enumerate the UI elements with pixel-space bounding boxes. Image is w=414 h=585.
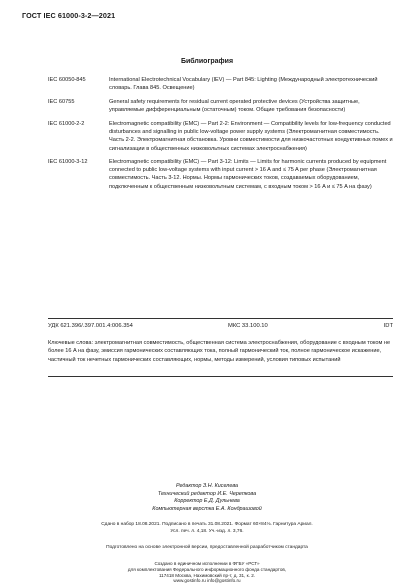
bibliography-entry-code: IEC 61000-2-2 bbox=[48, 121, 85, 127]
bibliography-entry bbox=[48, 76, 393, 94]
credit-proofreader: Корректор Е.Д. Дульнева bbox=[174, 498, 240, 505]
classification-row bbox=[48, 323, 393, 332]
print-info bbox=[0, 521, 414, 535]
bibliography-entry-code: IEC 60755 bbox=[48, 99, 75, 105]
credit-technical-editor: Технический редактор И.Е. Черепкова bbox=[157, 490, 257, 497]
bibliography-title: Библиография bbox=[180, 58, 234, 65]
bibliography-entry bbox=[48, 98, 393, 116]
idt-marker: IDT bbox=[383, 323, 393, 329]
print-info-line: Усл. печ. л. 4,18. Уч.-изд. л. 3,76. bbox=[170, 529, 244, 534]
publisher-line: 117418 Москва, Нахимовский пр-т, д. 31, к. 2. bbox=[158, 572, 256, 578]
bibliography-entry-text: General safety requirements for residual current operated protective devices (Устройства защитные, управляемые дифференциальным (остаточным) током. Общие требования безопасности) bbox=[109, 99, 360, 114]
bibliography-entry-text: International Electrotechnical Vocabulary (IEV) — Part 845: Lighting (Международный электротехнический словарь. Глава 845. Освещение) bbox=[109, 77, 378, 92]
source-note: Подготовлено на основе электронной версии, предоставленной разработчиком стандарта bbox=[106, 545, 308, 550]
document-id: ГОСТ IEC 61000-3-2—2021 bbox=[22, 11, 116, 20]
credit-editor: Редактор З.Н. Киселева bbox=[175, 483, 239, 489]
print-info-line: Сдано в набор 18.08.2021. Подписано в печать 31.08.2021. Формат 60×84⅛. Гарнитура Ариал. bbox=[101, 522, 313, 527]
keywords-paragraph: Ключевые слова: электромагнитная совместимость, общественная система электроснабжения, оборудование с входным током не более 16 A на фазу, эмиссия гармонических составляющих тока, полный гармонический ток, полное гармоническое искажение, частичный ток нечетных гармонических составляющих, нормы, методы измерений, условия типовых испытаний bbox=[48, 340, 391, 363]
divider-top bbox=[48, 318, 393, 319]
divider-bottom bbox=[48, 376, 393, 377]
publisher-line: для комплектования Федерального информационного фонда стандартов, bbox=[127, 566, 287, 572]
bibliography-entry-text: Electromagnetic compatibility (EMC) — Part 2-2: Environment — Compatibility levels for low-frequency conducted disturbances and signalling in public low-voltage power supply systems (Электромагнитная совместимость. Часть 2-2. Электромагнитная обстановка. Уровни совместимости для низкочастотных кондуктивных помех и сигнализации в общественных низковольтных системах электроснабжения) bbox=[109, 121, 393, 152]
bibliography-entry bbox=[48, 158, 393, 192]
bibliography-entry bbox=[48, 120, 393, 154]
bibliography-entry-code: IEC 60050-845 bbox=[48, 77, 86, 83]
publisher-block bbox=[0, 561, 414, 584]
bibliography-entry-text: Electromagnetic compatibility (EMC) — Part 3-12: Limits — Limits for harmonic currents produced by equipment connected to public low-voltage systems with input current > 16 A and ≤ 75 A per phase (Электромагнитная совместимость. Часть 3-12. Нормы. Нормы гармонических токов, создаваемых оборудованием, подключенным к общественным низковольтным системам, с входным током > 16 A и ≤ 75 A на фазу) bbox=[109, 159, 387, 190]
credits-block bbox=[0, 483, 414, 513]
bibliography-entry-code: IEC 61000-3-12 bbox=[48, 159, 88, 165]
udk-code: УДК 621.396/.397.001.4:006.354 bbox=[48, 323, 133, 329]
publisher-line: Создано в единичном исполнении в ФГБУ «РСТ» bbox=[154, 561, 260, 566]
publisher-line: www.gostinfo.ru info@gostinfo.ru bbox=[173, 578, 241, 584]
credit-layout: Компьютерная верстка Е.А. Кондрашовой bbox=[152, 505, 262, 512]
mks-code: МКС 33.100.10 bbox=[228, 323, 268, 329]
